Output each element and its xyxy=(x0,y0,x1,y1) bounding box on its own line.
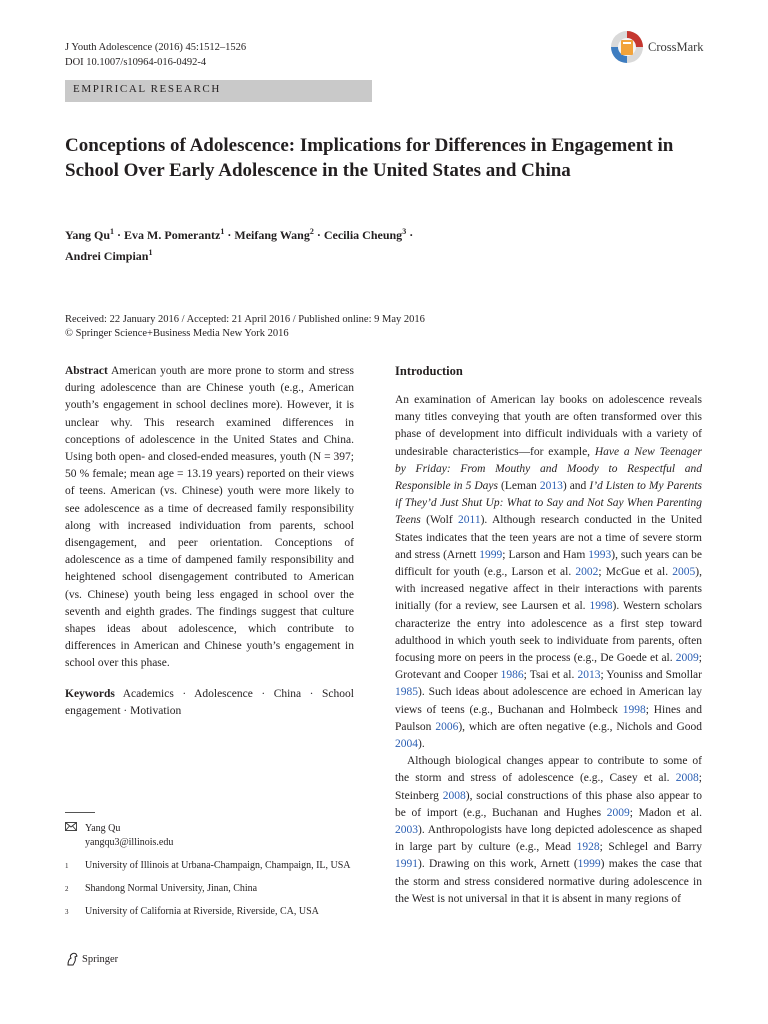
text-run: ; Madon et al. xyxy=(629,806,702,819)
received-accepted-published: Received: 22 January 2016 / Accepted: 21 April 2016 / Published online: 9 May 2016 xyxy=(65,314,425,325)
citation-link[interactable]: 1998 xyxy=(622,703,646,716)
publication-dates xyxy=(65,313,425,341)
right-column xyxy=(395,363,702,908)
text-run: ; Steinberg xyxy=(395,772,702,802)
citation-link[interactable]: 2008 xyxy=(675,772,699,785)
contact-email[interactable]: yangqu3@illinois.edu xyxy=(85,837,174,848)
journal-header xyxy=(65,40,246,70)
footnote-divider xyxy=(65,812,95,813)
citation-link[interactable]: 1999 xyxy=(479,548,503,561)
text-run: ). Western scholars characterize the entry into adolescence as a first step toward adulthood in which youth seek to individuate from parents, often focusing more on peers in the process (e.g., De Goede et al. xyxy=(395,600,702,665)
author[interactable]: Meifang Wang$^2$ xyxy=(234,227,314,242)
text-run: ; McGue et al. xyxy=(598,566,673,579)
abstract xyxy=(65,363,354,673)
citation-link[interactable]: 2003 xyxy=(395,824,418,837)
contact-name: Yang Qu xyxy=(85,823,121,834)
text-run: ). Although research conducted in the United States indicates that the teen years are not a time of severe storm and stress (Arnett xyxy=(395,514,702,561)
citation-link[interactable]: 2009 xyxy=(606,806,630,819)
text-run: ) and xyxy=(562,480,590,493)
text-run: (Wolf xyxy=(420,514,458,527)
article-title: Conceptions of Adolescence: Implications for Differences in Engagement in School Over Early Adolescence in the United States and China xyxy=(65,135,674,181)
text-run: ; Grotevant and Cooper xyxy=(395,652,702,682)
keywords-text: Academics · Adolescence · China · School engagement · Motivation xyxy=(65,687,354,717)
text-run: ; Youniss and Smollar xyxy=(600,669,702,682)
left-column xyxy=(65,363,354,720)
contact-block xyxy=(65,822,355,919)
citation-link[interactable]: 2008 xyxy=(442,789,466,802)
citation-link[interactable]: 1991 xyxy=(395,858,418,871)
journal-citation: J Youth Adolescence (2016) 45:1512–1526 xyxy=(65,42,247,53)
section-heading-introduction: Introduction xyxy=(395,364,463,378)
citation-link[interactable]: 2013 xyxy=(577,669,601,682)
citation-link[interactable]: 1998 xyxy=(589,600,613,613)
affiliation: 2 Shandong Normal University, Jinan, China xyxy=(65,883,258,894)
author[interactable]: Eva M. Pomerantz$^1$ xyxy=(124,227,225,242)
affiliation: 1 University of Illinois at Urbana-Champaign, Champaign, IL, USA xyxy=(65,860,351,871)
text-run: ), which are often negative (e.g., Nichols and Good xyxy=(458,720,703,733)
text-run: Although biological changes appear to contribute to some of the storm and stress of adolescence (e.g., Casey et al. xyxy=(395,755,702,785)
text-run: ), social constructions of this phase also appear to be of import (e.g., Buchanan and Hughes xyxy=(395,789,702,819)
abstract-text: American youth are more prone to storm and stress during adolescence than are Chinese youth (e.g., American youth’s engagement in school declines more). However, it is unclear why. This research examined differences in conceptions of adolescence in the United States and China. Using both open- and closed-ended measures, youth (N = 397; 50 % female; mean age = 13.19 years) reported on their views of teens. American (vs. Chinese) youth were more likely to see adolescence as a time of decreased family responsibility along with increased individuation from parents, school disengagement, and peer orientation. Conceptions of adolescence as a time of dampened family responsibility and heightened school disengagement contributed to American (vs. Chinese) youth being less engaged in school over the seventh and eighth grades. The findings suggest that culture shapes ideas about adolescence, which contribute to differences in American and Chinese youth’s engagement in school over this phase. xyxy=(65,365,354,670)
text-run: ; Tsai et al. xyxy=(523,669,578,682)
text-run: ) makes the case that the storm and stress considered normative during adolescence in the West is not universal in that it is absent in many regions of xyxy=(395,858,702,905)
doi[interactable]: DOI 10.1007/s10964-016-0492-4 xyxy=(65,57,207,68)
intro-paragraph-2 xyxy=(395,753,702,908)
springer-horse-icon xyxy=(65,952,79,966)
crossmark-label: CrossMark xyxy=(648,39,704,54)
citation-link[interactable]: 2006 xyxy=(435,720,459,733)
crossmark-icon xyxy=(610,30,644,64)
keywords xyxy=(65,686,354,720)
publisher-name: Springer xyxy=(82,953,119,965)
book-title: I’d Listen to My Parents if They’d Just Shut Up: What to Say and Not Say When Parenting Teens xyxy=(395,480,702,527)
publisher-footer xyxy=(65,952,118,966)
book-title: Have a New Teenager by Friday: From Mouthy and Moody to Respectful and Responsible in 5 Days xyxy=(395,445,703,493)
text-run: ; Hines and Paulson xyxy=(395,703,702,733)
citation-link[interactable]: 2004 xyxy=(395,738,418,751)
author[interactable]: Yang Qu$^1$ xyxy=(65,227,115,242)
citation-link[interactable]: 2005 xyxy=(672,566,696,579)
citation-link[interactable]: 2013 xyxy=(539,480,563,493)
text-run: ), such years can be difficult for youth (e.g., Larson et al. xyxy=(395,548,702,579)
citation-link[interactable]: 2009 xyxy=(675,652,699,665)
citation-link[interactable]: 1986 xyxy=(500,669,524,682)
citation-link[interactable]: 1999 xyxy=(577,858,601,871)
copyright: © Springer Science+Business Media New York 2016 xyxy=(65,328,289,339)
citation-link[interactable]: 2011 xyxy=(458,514,481,527)
text-run: ). Such ideas about adolescence are echoed in American lay views of teens (e.g., Buchanan and Holmbeck xyxy=(395,686,702,716)
author[interactable]: Andrei Cimpian$^1$ xyxy=(65,248,153,263)
citation-link[interactable]: 1928 xyxy=(576,841,600,854)
section-label: EMPIRICAL RESEARCH xyxy=(73,83,221,95)
citation-link[interactable]: 2002 xyxy=(575,566,599,579)
text-run: ). Anthropologists have long depicted adolescence as shaped in large part by culture (e.g., Mead xyxy=(395,824,702,854)
text-run: ), with increased negative affect in their interactions with parents initially (for a review, see Laursen et al. xyxy=(395,566,702,613)
citation-link[interactable]: 1985 xyxy=(395,686,418,699)
text-run: ; Schlegel and Barry xyxy=(599,841,702,854)
intro-paragraph-1 xyxy=(395,392,702,753)
keywords-label: Keywords xyxy=(65,687,115,700)
text-run: (Leman xyxy=(498,480,540,493)
citation-link[interactable]: 1993 xyxy=(588,548,612,561)
text-run: ). Drawing on this work, Arnett ( xyxy=(418,858,578,871)
crossmark-badge[interactable] xyxy=(610,30,704,64)
section-band xyxy=(65,80,372,102)
envelope-icon xyxy=(65,822,85,836)
text-run: ; Larson and Ham xyxy=(502,548,589,561)
text-run: An examination of American lay books on adolescence reveals many titles conveying that youth are often transformed over this phase of development into difficult individuals with a variety of undesirable characteristics—for example, xyxy=(395,394,702,458)
author[interactable]: Cecilia Cheung$^3$ xyxy=(323,227,407,242)
affiliation: 3 University of California at Riverside, Riverside, CA, USA xyxy=(65,906,319,917)
text-run: ). xyxy=(418,738,425,751)
author-list: Yang $Qu^1$ · Eva M. Pomerantz$^1$ · Meifang Wang$^2$ · Cecilia Cheung$^3$ · Andrei Cimpian$^1$ xyxy=(65,227,414,263)
abstract-label: Abstract xyxy=(65,365,108,377)
